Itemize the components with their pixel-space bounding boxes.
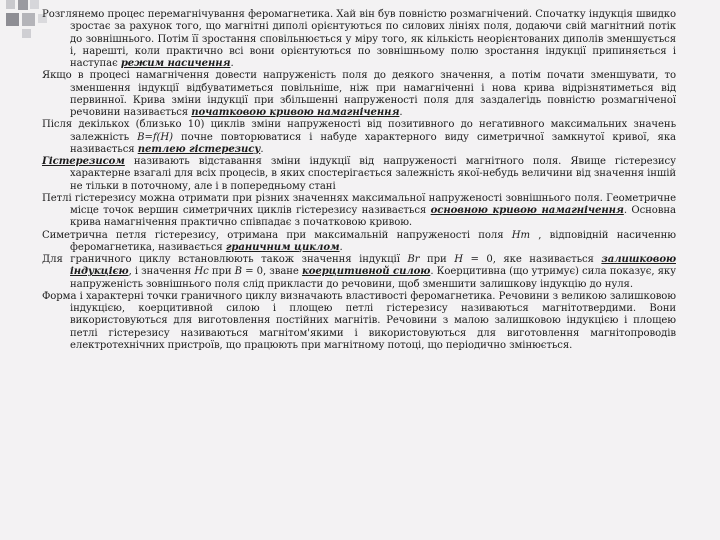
text-run: . xyxy=(339,241,343,253)
paragraph-hysteresis-loop xyxy=(42,119,676,156)
term-remanence: залишковою індукцією xyxy=(70,254,676,278)
lecture-text xyxy=(42,9,676,352)
text-run: = 0, яке називається xyxy=(462,254,602,265)
term-hysteresis-loop: петлею гістерезису xyxy=(137,143,261,155)
text-run: . Основна крива намагнічення практично співпадає з початковою кривою. xyxy=(70,205,676,229)
decor-square xyxy=(6,0,15,9)
decor-square xyxy=(6,13,19,26)
text-run: при xyxy=(208,266,235,278)
text-run: , відповідній насиченню феромагнетика, називається xyxy=(70,229,676,253)
paragraph-initial-curve xyxy=(42,70,676,119)
text-run: , і значення xyxy=(128,266,195,278)
text-run: Якщо в процесі намагнічення довести напруженість поля до деякого значення, а потім почати зменшувати, то зменшення індукції відбуватиметься повільніше, ніж при намагніченні і нова крива відрізнятиметься від первинної. Крива зміни індукції при збільшенні напруженості поля для заздалегідь повністю розмагніченої речовини називається xyxy=(42,70,676,118)
term-limit-cycle: граничним циклом xyxy=(225,241,340,253)
term-hysteresis: Гістерезисом xyxy=(42,156,125,167)
formula: Hc xyxy=(194,266,209,278)
text-run: . xyxy=(260,143,264,155)
decor-square xyxy=(22,13,35,26)
decor-square xyxy=(22,29,31,38)
decor-square xyxy=(18,0,28,10)
formula: B xyxy=(234,266,242,278)
term-main-curve: основною кривою намагнічення xyxy=(430,205,624,216)
paragraph-limit-cycle xyxy=(42,230,676,255)
text-run: . xyxy=(399,107,403,118)
paragraph-main-curve xyxy=(42,193,676,230)
formula: B=f(H) xyxy=(137,131,173,143)
text-run: . Коерцитивна (що утримує) сила показує, яку напруженість зовнішнього поля слід прикласти до речовини, щоб зменшити залишкову індукцію до нуля. xyxy=(70,266,677,290)
text-run: . xyxy=(230,58,234,69)
formula: Br xyxy=(407,254,420,265)
term-initial-curve: початковою кривою намагнічення xyxy=(191,107,400,118)
paragraph-remagnetization xyxy=(42,9,676,70)
formula: H xyxy=(454,254,463,265)
text-run: Симетрична петля гістерезису, отримана при максимальній напруженості поля xyxy=(42,229,512,241)
text-run: = 0, зване xyxy=(242,266,302,278)
text-run: Петлі гістерезису можна отримати при різних значеннях максимальної напруженості зовнішнього поля. Геометричне місце точок вершин симетричних циклів гістерезису називається xyxy=(42,192,676,216)
paragraph-hysteresis-definition xyxy=(42,156,676,193)
text-run: Розглянемо процес перемагнічування феромагнетика. Хай він був повністю розмагнічений. Спочатку індукція швидко зростає за рахунок того, що магнітні диполі орієнтуються по силових лініях поля, додаючи свій магнітний потік до зовнішнього. Потім її зростання сповільнюється у міру того, як кількість неорієнтованих диполів зменшується і, нарешті, коли практично всі вони орієнтуються по зовнішньому полю зростання індукції припиняється і наступає xyxy=(42,9,676,69)
formula: Hm xyxy=(511,229,530,241)
text-run: Форма і характерні точки граничного циклу визначають властивості феромагнетика. Речовини з великою залишковою індукцією, коерцитивной силою і площею петлі гістерезису називаються магнітотвердими. Вони використовуються для виготовлення постійних магнітів. Речовини з малою залишковою індукцією і площею петлі гістерезису називаються магнітом'якими і використовуються для виготовлення магнітопроводів електротехнічних пристроїв, що працюють при магнітному потоці, що періодично змінюється. xyxy=(42,290,676,351)
text-run: Для граничного циклу встановлюють також значення індукції xyxy=(42,254,408,265)
text-run: називають відставання зміни індукції від напруженості магнітного поля. Явище гістерезису характерне взагалі для всіх процесів, в яких спостерігається залежність якої-небудь величини від значення іншій не тільки в поточному, але і в попередньому стані xyxy=(70,156,676,192)
paragraph-remanence xyxy=(42,254,676,291)
decor-square xyxy=(30,0,39,9)
term-saturation: режим насичення xyxy=(120,58,231,69)
text-run: Після декількох (близько 10) циклів зміни напруженості від позитивного до негативного максимальних значень залежність xyxy=(42,119,676,143)
text-run: при xyxy=(419,254,455,265)
text-run: почне повторюватися і набуде характерного виду симетричної замкнутої кривої, яка називається xyxy=(70,131,676,155)
term-coercive-force: коерцитивной силою xyxy=(301,266,431,278)
paragraph-material-types xyxy=(42,291,676,352)
